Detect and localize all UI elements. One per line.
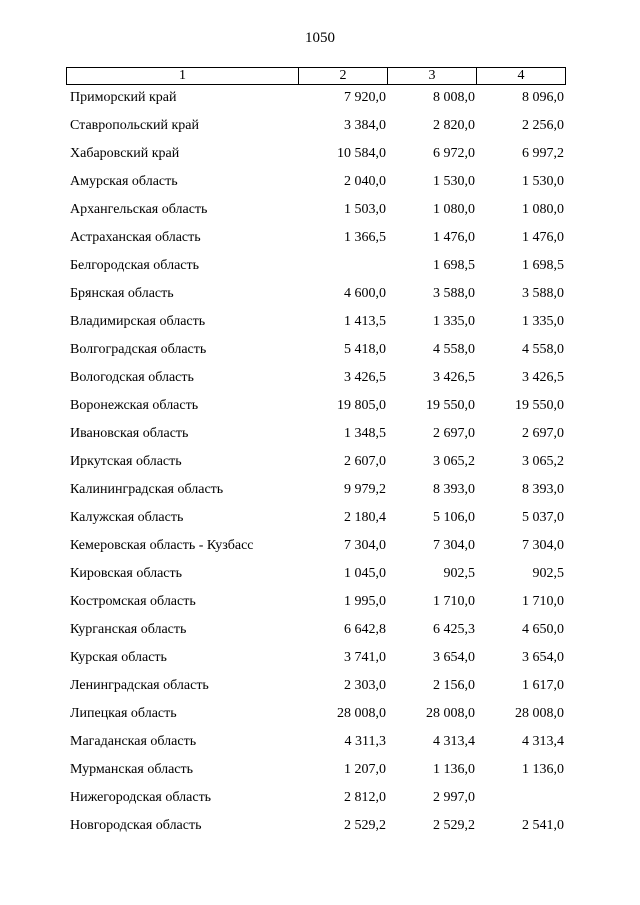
table-row xyxy=(0,286,640,314)
column-2-value: 1 503,0 xyxy=(344,202,386,217)
column-4-value: 1 136,0 xyxy=(522,762,564,777)
region-name-cell: Астраханская область xyxy=(70,230,201,245)
region-name-cell: Брянская область xyxy=(70,286,174,301)
column-2-value: 4 311,3 xyxy=(344,734,386,749)
column-2-value: 2 812,0 xyxy=(344,790,386,805)
column-4-value: 1 080,0 xyxy=(522,202,564,217)
column-header-4: 4 xyxy=(517,68,525,83)
column-2-value: 4 600,0 xyxy=(344,286,386,301)
column-2-value: 28 008,0 xyxy=(337,706,386,721)
region-name-cell: Калининградская область xyxy=(70,482,224,497)
column-4-value: 3 588,0 xyxy=(522,286,564,301)
region-name-cell: Курская область xyxy=(70,650,167,665)
table-row xyxy=(0,90,640,118)
column-4-value: 4 650,0 xyxy=(522,622,564,637)
table-row xyxy=(0,762,640,790)
table-row xyxy=(0,398,640,426)
column-3-value: 3 065,2 xyxy=(433,454,475,469)
column-3-value: 2 529,2 xyxy=(433,818,475,833)
region-name-cell: Архангельская область xyxy=(70,202,208,217)
column-2-value: 1 045,0 xyxy=(344,566,386,581)
column-2-value: 7 304,0 xyxy=(344,538,386,553)
column-4-value: 4 558,0 xyxy=(522,342,564,357)
region-name-cell: Иркутская область xyxy=(70,454,182,469)
column-3-value: 8 393,0 xyxy=(433,482,475,497)
column-3-value: 6 425,3 xyxy=(433,622,475,637)
column-4-value: 1 710,0 xyxy=(522,594,564,609)
table-row xyxy=(0,622,640,650)
region-name-cell: Владимирская область xyxy=(70,314,206,329)
table-row xyxy=(0,258,640,286)
region-name-cell: Белгородская область xyxy=(70,258,200,273)
column-3-value: 6 972,0 xyxy=(433,146,475,161)
table-row xyxy=(0,678,640,706)
column-4-value: 3 065,2 xyxy=(522,454,564,469)
column-3-value: 5 106,0 xyxy=(433,510,475,525)
table-row xyxy=(0,538,640,566)
region-name-cell: Приморский край xyxy=(70,90,177,105)
column-2-value: 10 584,0 xyxy=(337,146,386,161)
column-4-value: 8 096,0 xyxy=(522,90,564,105)
table-row xyxy=(0,174,640,202)
column-4-value: 6 997,2 xyxy=(522,146,564,161)
column-3-value: 1 476,0 xyxy=(433,230,475,245)
column-header-3: 3 xyxy=(388,68,477,84)
column-4-value: 19 550,0 xyxy=(515,398,564,413)
column-3-value: 1 698,5 xyxy=(433,258,475,273)
region-name-cell: Амурская область xyxy=(70,174,178,189)
column-2-value: 1 366,5 xyxy=(344,230,386,245)
table-row xyxy=(0,482,640,510)
column-3-value: 28 008,0 xyxy=(426,706,475,721)
region-name-cell: Курганская область xyxy=(70,622,187,637)
column-2-value: 5 418,0 xyxy=(344,342,386,357)
region-name-cell: Кемеровская область - Кузбасс xyxy=(70,538,254,553)
region-name-cell: Новгородская область xyxy=(70,818,202,833)
column-4-value: 2 256,0 xyxy=(522,118,564,133)
table-row xyxy=(0,734,640,762)
column-3-value: 3 654,0 xyxy=(433,650,475,665)
table-row xyxy=(0,118,640,146)
table-row xyxy=(0,510,640,538)
column-header-1: 1 xyxy=(67,68,299,84)
column-2-value: 2 040,0 xyxy=(344,174,386,189)
region-name-cell: Воронежская область xyxy=(70,398,199,413)
column-3-value: 2 156,0 xyxy=(433,678,475,693)
table-row xyxy=(0,650,640,678)
column-3-value: 7 304,0 xyxy=(433,538,475,553)
region-name-cell: Кировская область xyxy=(70,566,183,581)
column-3-value: 902,5 xyxy=(443,566,475,581)
column-2-value: 6 642,8 xyxy=(344,622,386,637)
table-row xyxy=(0,202,640,230)
column-2-value: 3 741,0 xyxy=(344,650,386,665)
table-row xyxy=(0,818,640,846)
column-4-value: 2 697,0 xyxy=(522,426,564,441)
column-4-value: 1 476,0 xyxy=(522,230,564,245)
column-4-value: 7 304,0 xyxy=(522,538,564,553)
table-row xyxy=(0,342,640,370)
column-4-value: 3 654,0 xyxy=(522,650,564,665)
column-4-value: 8 393,0 xyxy=(522,482,564,497)
table-row xyxy=(0,370,640,398)
column-2-value: 1 348,5 xyxy=(344,426,386,441)
column-4-value: 5 037,0 xyxy=(522,510,564,525)
table-row xyxy=(0,426,640,454)
column-4-value: 1 698,5 xyxy=(522,258,564,273)
column-3-value: 3 426,5 xyxy=(433,370,475,385)
column-2-value: 2 180,4 xyxy=(344,510,386,525)
region-name-cell: Костромская область xyxy=(70,594,196,609)
column-4-value: 4 313,4 xyxy=(522,734,564,749)
column-3-value: 8 008,0 xyxy=(433,90,475,105)
region-name-cell: Волгоградская область xyxy=(70,342,207,357)
region-name-cell: Вологодская область xyxy=(70,370,194,385)
table-row xyxy=(0,230,640,258)
column-2-value: 7 920,0 xyxy=(344,90,386,105)
table-row xyxy=(0,566,640,594)
region-name-cell: Магаданская область xyxy=(70,734,197,749)
region-name-cell: Ленинградская область xyxy=(70,678,209,693)
table-row xyxy=(0,790,640,818)
column-4-value: 3 426,5 xyxy=(522,370,564,385)
column-2-value: 2 529,2 xyxy=(344,818,386,833)
column-2-value: 1 413,5 xyxy=(344,314,386,329)
column-3-value: 1 530,0 xyxy=(433,174,475,189)
column-2-value: 3 426,5 xyxy=(344,370,386,385)
column-3-value: 2 997,0 xyxy=(433,790,475,805)
column-3-value: 1 080,0 xyxy=(433,202,475,217)
region-name-cell: Ставропольский край xyxy=(70,118,199,133)
region-name-cell: Нижегородская область xyxy=(70,790,212,805)
column-4-value: 1 530,0 xyxy=(522,174,564,189)
column-3-value: 2 697,0 xyxy=(433,426,475,441)
column-3-value: 4 313,4 xyxy=(433,734,475,749)
table-row xyxy=(0,594,640,622)
column-2-value: 1 207,0 xyxy=(344,762,386,777)
region-name-cell: Мурманская область xyxy=(70,762,194,777)
column-2-value: 19 805,0 xyxy=(337,398,386,413)
page-number: 1050 xyxy=(305,30,335,46)
column-3-value: 1 710,0 xyxy=(433,594,475,609)
column-4-value: 1 617,0 xyxy=(522,678,564,693)
table-row xyxy=(0,146,640,174)
table-body xyxy=(0,90,640,846)
column-4-value: 902,5 xyxy=(532,566,564,581)
column-header-2: 2 xyxy=(299,68,388,84)
table-row xyxy=(0,454,640,482)
column-2-value: 2 607,0 xyxy=(344,454,386,469)
column-3-value: 2 820,0 xyxy=(433,118,475,133)
table-header xyxy=(66,67,566,85)
column-3-value: 4 558,0 xyxy=(433,342,475,357)
column-2-value: 2 303,0 xyxy=(344,678,386,693)
column-4-value: 1 335,0 xyxy=(522,314,564,329)
column-3-value: 1 136,0 xyxy=(433,762,475,777)
column-4-value: 28 008,0 xyxy=(515,706,564,721)
column-2-value: 9 979,2 xyxy=(344,482,386,497)
column-2-value: 1 995,0 xyxy=(344,594,386,609)
table-row xyxy=(0,706,640,734)
region-name-cell: Калужская область xyxy=(70,510,184,525)
column-3-value: 19 550,0 xyxy=(426,398,475,413)
region-name-cell: Липецкая область xyxy=(70,706,177,721)
region-name-cell: Ивановская область xyxy=(70,426,189,441)
column-3-value: 3 588,0 xyxy=(433,286,475,301)
table-row xyxy=(0,314,640,342)
region-name-cell: Хабаровский край xyxy=(70,146,180,161)
column-2-value: 3 384,0 xyxy=(344,118,386,133)
column-3-value: 1 335,0 xyxy=(433,314,475,329)
column-4-value: 2 541,0 xyxy=(522,818,564,833)
